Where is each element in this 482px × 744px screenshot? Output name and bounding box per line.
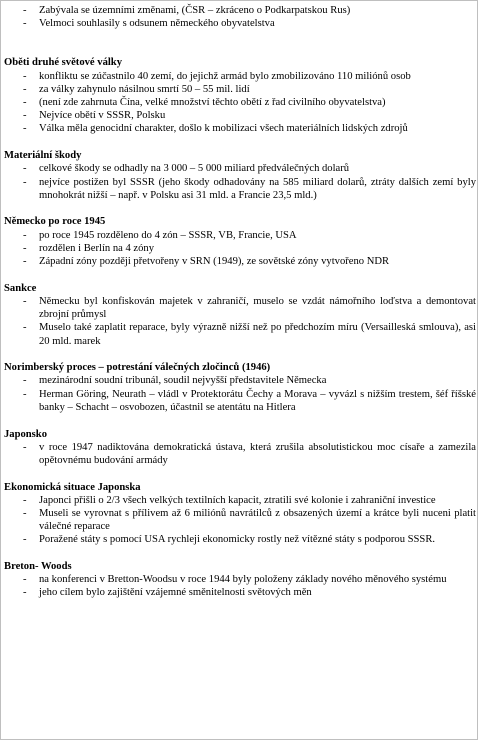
list-item: - Poražené státy s pomocí USA rychleji ekonomicky rostly než vítězné státy s podporou SSSR.: [4, 533, 478, 546]
list-item: - konfliktu se zúčastnilo 40 zemí, do jejichž armád bylo zmobilizováno 110 miliónů osob: [4, 70, 478, 83]
bullet-list: [4, 229, 478, 269]
section-heading: Materiální škody: [4, 150, 82, 162]
list-item: - za války zahynulo násilnou smrtí 50 – 55 mil. lidí: [4, 83, 478, 96]
section-heading: Japonsko: [4, 428, 47, 440]
bullet-list: [4, 374, 478, 414]
list-item: - (není zde zahrnuta Čína, velké množství těchto obětí z řad civilního obyvatelstva): [4, 96, 478, 109]
list-item: - nejvíce postižen byl SSSR (jeho škody odhadovány na 585 miliard dolarů, ztráty dalších zemí byly mnohokrát nižší – např. v Polsku asi 31 mld. a Francie 23,5 mld.): [4, 176, 478, 202]
list-item: - Museli se vyrovnat s přílivem až 6 miliónů navrátilců z obsazených území a krátce byli nuceni platit válečné reparace: [4, 507, 478, 533]
list-item: - celkové škody se odhadly na 3 000 – 5 000 miliard předválečných dolarů: [4, 162, 478, 175]
spacer: [4, 348, 478, 362]
list-item: - rozdělen i Berlín na 4 zóny: [4, 242, 478, 255]
spacer: [4, 30, 478, 56]
section-heading: Norimberský proces – potrestání válečných zločinců (1946): [4, 362, 271, 374]
bullet-list: [4, 4, 478, 30]
list-item: - Velmoci souhlasily s odsunem německého obyvatelstva: [4, 17, 478, 30]
spacer: [4, 136, 478, 150]
spacer: [4, 202, 478, 216]
list-item: - Japonci přišli o 2/3 všech velkých textilních kapacit, ztratili své kolonie i zahraniční investice: [4, 494, 478, 507]
section-bretton-woods: [4, 560, 478, 600]
section-heading: Ekonomická situace Japonska: [4, 481, 141, 493]
section-heading: Oběti druhé světové války: [4, 57, 123, 69]
list-item: - na konferenci v Bretton-Woodsu v roce 1944 byly položeny základy nového měnového systému: [4, 573, 478, 586]
bullet-list: [4, 162, 478, 202]
list-item: - Muselo také zaplatit reparace, byly výrazně nižší než po předchozím míru (Versailleská smlouva), asi 20 mld. marek: [4, 321, 478, 347]
list-item: - Nejvíce obětí v SSSR, Polsku: [4, 109, 478, 122]
list-item: - Zabývala se územními změnami, (ČSR – zkráceno o Podkarpatskou Rus): [4, 4, 478, 17]
bullet-list: [4, 573, 478, 599]
spacer: [4, 414, 478, 428]
section-victims: [4, 56, 478, 135]
list-item: - Herman Göring, Neurath – vládl v Protektorátu Čechy a Morava – vyvázl s nižším trestem, šéf říšské banky – Schacht – osvobozen, účastnil se atentátu na Hitlera: [4, 388, 478, 414]
section-japan: [4, 428, 478, 468]
list-item: - Západní zóny později přetvořeny v SRN (1949), ze sovětské zóny vytvořeno NDR: [4, 255, 478, 268]
spacer: [4, 268, 478, 282]
section-nuremberg: [4, 361, 478, 414]
list-item: - mezinárodní soudní tribunál, soudil nejvyšší představitele Německa: [4, 374, 478, 387]
list-item: - po roce 1945 rozděleno do 4 zón – SSSR, VB, Francie, USA: [4, 229, 478, 242]
section-heading: Německo po roce 1945: [4, 216, 106, 228]
bullet-list: [4, 441, 478, 467]
list-item: - jeho cílem bylo zajištění vzájemné směnitelnosti světových měn: [4, 586, 478, 599]
section-japan-economy: [4, 481, 478, 547]
bullet-list: [4, 494, 478, 547]
list-item: - Německu byl konfiskován majetek v zahraničí, muselo se vzdát námořního loďstva a demontovat zbrojní průmysl: [4, 295, 478, 321]
document-body: [4, 4, 478, 600]
list-item: - v roce 1947 nadiktována demokratická ústava, která zrušila absolutistickou moc císaře a zamezila opětovnému budování armády: [4, 441, 478, 467]
section-sanctions: [4, 282, 478, 348]
spacer: [4, 547, 478, 561]
section-material-damage: [4, 149, 478, 202]
section-germany-after-1945: [4, 215, 478, 268]
bullet-list: [4, 70, 478, 136]
section-heading: Breton- Woods: [4, 561, 72, 573]
section-potsdam-continued: [4, 4, 478, 30]
list-item: - Válka měla genocidní charakter, došlo k mobilizaci všech materiálních lidských zdrojů: [4, 122, 478, 135]
section-heading: Sankce: [4, 282, 37, 294]
spacer: [4, 467, 478, 481]
bullet-list: [4, 295, 478, 348]
